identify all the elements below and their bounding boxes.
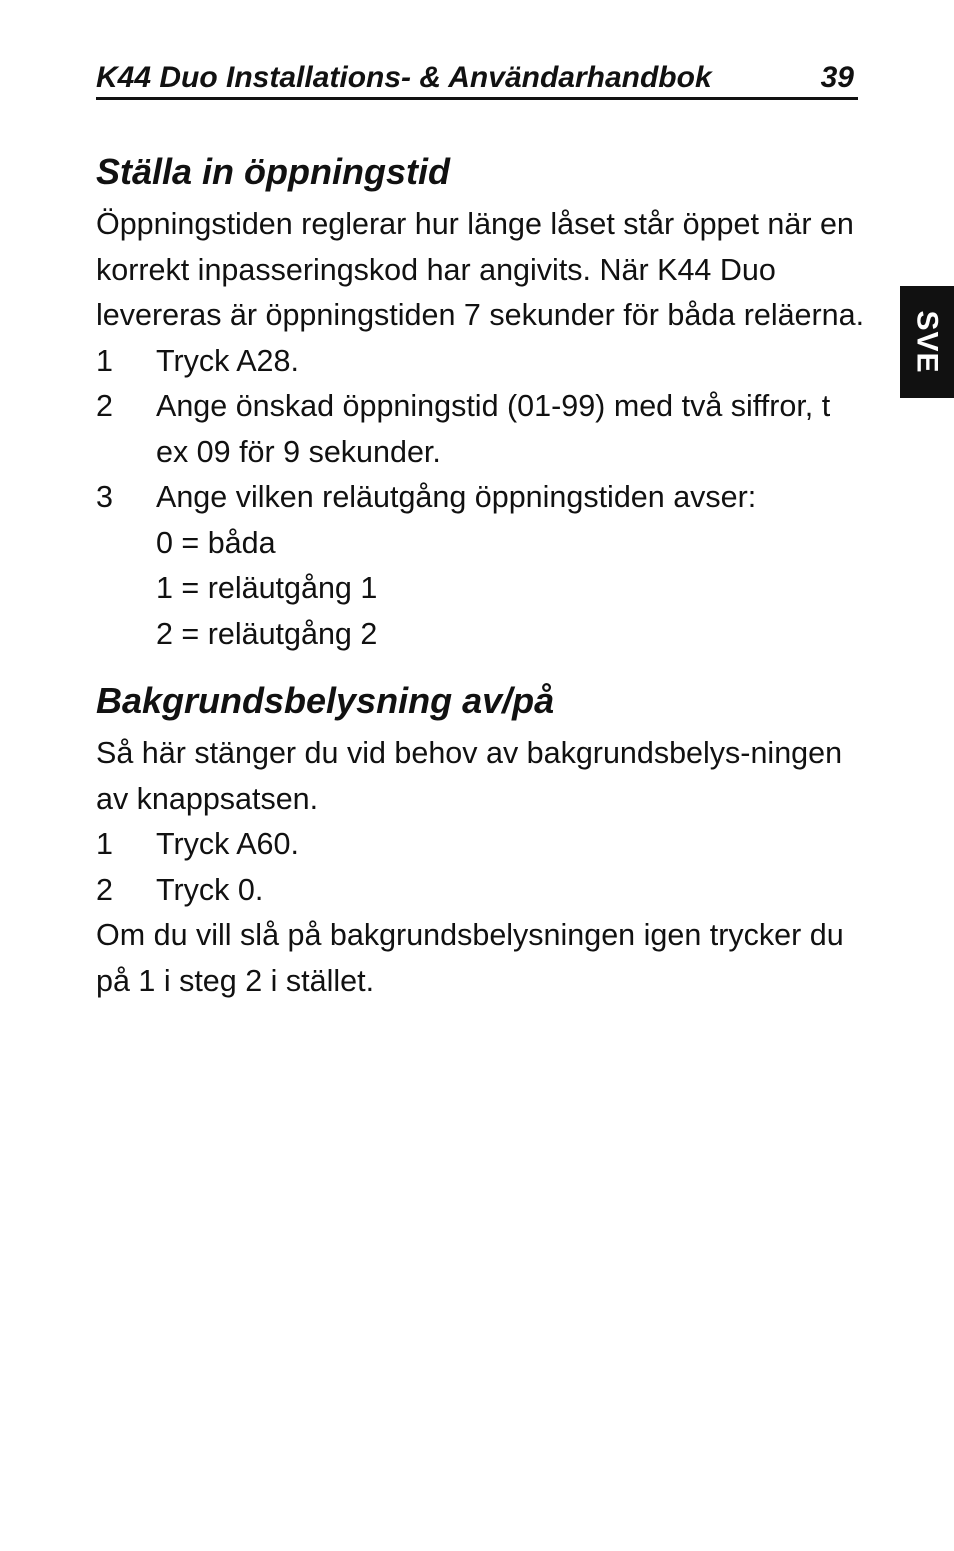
section-intro: Så här stänger du vid behov av bakgrundsbelys-ningen av knappsatsen. [96,736,843,816]
section-backlight [96,671,866,1004]
step-item [96,868,866,914]
section-opening-time [96,142,866,657]
step-text: Ange vilken reläutgång öppningstiden avser: [156,480,757,514]
section-heading: Bakgrundsbelysning av/på [96,680,555,721]
language-tab [900,286,954,398]
step-number: 2 [96,872,113,907]
step-number: 1 [96,343,113,378]
step-item [96,384,866,475]
step-text: Tryck A28. [156,343,299,378]
section-spacer [96,657,866,671]
header-title: K44 Duo Installations- & Användarhandbok [96,61,712,94]
relay-option: 0 = båda [156,525,276,560]
section-intro: Öppningstiden reglerar hur länge låset står öppet när en korrekt inpasseringskod har angivits. När K44 Duo levereras är öppningstiden 7 sekunder för båda reläerna. [96,207,865,332]
step-number: 3 [96,480,113,514]
language-tab-label: SVE [911,310,944,374]
step-list [96,822,866,913]
step-text: Ange önskad öppningstid (01-99) med två siffror, t ex 09 för 9 sekunder. [156,389,831,469]
step-text: Tryck A60. [156,827,299,861]
step-number: 1 [96,827,113,861]
section-outro: Om du vill slå på bakgrundsbelysningen igen trycker du på 1 i steg 2 i stället. [96,918,844,998]
page-number: 39 [820,61,854,94]
step-number: 2 [96,389,113,423]
step-item [96,475,866,521]
step-item [96,822,866,868]
step-item [96,339,866,385]
page-content [96,142,866,1004]
step-text: Tryck 0. [156,872,264,907]
step-list [96,339,866,521]
running-header [96,56,858,100]
section-heading: Ställa in öppningstid [96,151,450,192]
relay-option: 1 = reläutgång 1 [156,571,378,605]
relay-option: 2 = reläutgång 2 [156,616,378,651]
